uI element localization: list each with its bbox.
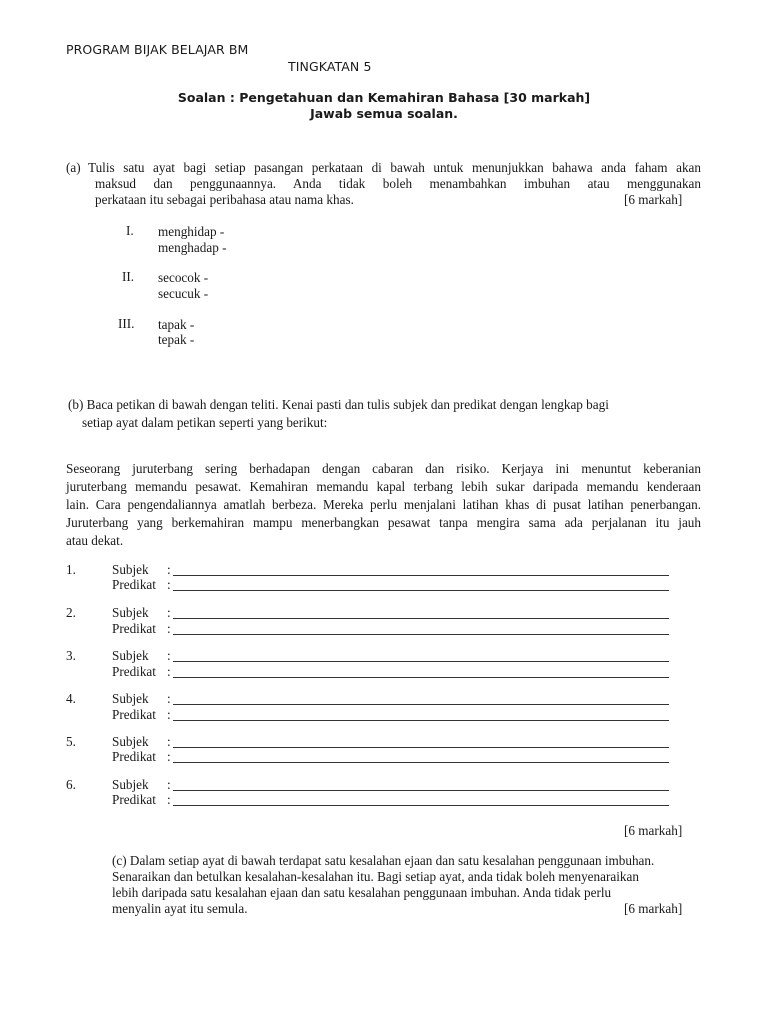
subject-label: Subjek xyxy=(112,562,149,577)
passage-line: Juruterbang yang berkemahiran mampu menerbangkan pesawat tanpa mengira sama ada perjalanan itu jauh xyxy=(66,515,701,530)
answer-line[interactable] xyxy=(173,575,669,576)
answer-line[interactable] xyxy=(173,661,669,662)
answer-line[interactable] xyxy=(173,720,669,721)
predicate-label: Predikat xyxy=(112,664,156,679)
answer-line[interactable] xyxy=(173,790,669,791)
predicate-label: Predikat xyxy=(112,749,156,764)
part-b-line-1: (b) Baca petikan di bawah dengan teliti. Kenai pasti dan tulis subjek dan predikat dengan lengkap bagi xyxy=(68,397,609,412)
item-word: tapak - xyxy=(158,317,195,332)
answer-number: 2. xyxy=(66,605,76,620)
answer-number: 6. xyxy=(66,777,76,792)
answer-line[interactable] xyxy=(173,618,669,619)
answer-line[interactable] xyxy=(173,805,669,806)
answer-number: 5. xyxy=(66,734,76,749)
item-numeral: I. xyxy=(126,223,134,238)
predicate-label: Predikat xyxy=(112,577,156,592)
part-c-line-1: (c) Dalam setiap ayat di bawah terdapat satu kesalahan ejaan dan satu kesalahan penggunaan imbuhan. xyxy=(112,853,655,868)
part-b-marks: [6 markah] xyxy=(624,823,683,838)
passage-line: Seseorang juruterbang sering berhadapan dengan cabaran dan risiko. Kerjaya ini menuntut keberanian xyxy=(66,461,701,476)
part-a-line-1: Tulis satu ayat bagi setiap pasangan perkataan di bawah untuk menunjukkan bahawa anda faham akan xyxy=(88,160,701,175)
colon: : xyxy=(167,777,171,792)
colon: : xyxy=(167,577,171,592)
passage-line: juruterbang memandu pesawat. Kemahiran memandu kapal terbang lebih sukar daripada memandu kenderaan xyxy=(66,479,701,494)
subject-label: Subjek xyxy=(112,691,149,706)
answer-line[interactable] xyxy=(173,762,669,763)
colon: : xyxy=(167,734,171,749)
subject-label: Subjek xyxy=(112,777,149,792)
program-heading: PROGRAM BIJAK BELAJAR BM xyxy=(66,42,249,57)
part-c-line-2: Senaraikan dan betulkan kesalahan-kesalahan itu. Bagi setiap ayat, anda tidak boleh menyenaraikan xyxy=(112,869,639,884)
passage-line: atau dekat. xyxy=(66,533,124,548)
item-numeral: III. xyxy=(118,316,135,331)
answer-line[interactable] xyxy=(173,677,669,678)
section-title: Soalan : Pengetahuan dan Kemahiran Bahasa [30 markah] xyxy=(177,90,591,105)
level-heading: TINGKATAN 5 xyxy=(288,59,372,74)
item-word: menghadap - xyxy=(158,240,227,255)
answer-line[interactable] xyxy=(173,704,669,705)
answer-line[interactable] xyxy=(173,590,669,591)
item-word: secocok - xyxy=(158,270,209,285)
part-a-line-3: perkataan itu sebagai peribahasa atau nama khas. xyxy=(95,192,354,207)
colon: : xyxy=(167,605,171,620)
item-word: menghidap - xyxy=(158,224,225,239)
subject-label: Subjek xyxy=(112,605,149,620)
part-a-line-2: maksud dan penggunaannya. Anda tidak boleh menambahkan imbuhan atau menggunakan xyxy=(95,176,701,191)
passage-line: lain. Cara pengendaliannya amatlah berbeza. Mereka perlu menjalani latihan khas di pusat latihan penerbangan. xyxy=(66,497,701,512)
colon: : xyxy=(167,749,171,764)
answer-number: 1. xyxy=(66,562,76,577)
answer-line[interactable] xyxy=(173,634,669,635)
colon: : xyxy=(167,792,171,807)
answer-number: 3. xyxy=(66,648,76,663)
answer-number: 4. xyxy=(66,691,76,706)
predicate-label: Predikat xyxy=(112,621,156,636)
part-b-line-2: setiap ayat dalam petikan seperti yang berikut: xyxy=(82,415,328,430)
part-c-marks: [6 markah] xyxy=(624,901,683,916)
item-word: secucuk - xyxy=(158,286,209,301)
colon: : xyxy=(167,691,171,706)
colon: : xyxy=(167,664,171,679)
colon: : xyxy=(167,562,171,577)
colon: : xyxy=(167,648,171,663)
part-a-label: (a) xyxy=(66,160,81,175)
predicate-label: Predikat xyxy=(112,792,156,807)
part-c-line-3: lebih daripada satu kesalahan ejaan dan satu kesalahan penggunaan imbuhan. Anda tidak perlu xyxy=(112,885,612,900)
subject-label: Subjek xyxy=(112,734,149,749)
part-c-line-4: menyalin ayat itu semula. xyxy=(112,901,248,916)
answer-line[interactable] xyxy=(173,747,669,748)
subject-label: Subjek xyxy=(112,648,149,663)
part-a-marks: [6 markah] xyxy=(624,192,683,207)
section-instruction: Jawab semua soalan. xyxy=(310,106,458,121)
colon: : xyxy=(167,707,171,722)
item-word: tepak - xyxy=(158,332,195,347)
colon: : xyxy=(167,621,171,636)
predicate-label: Predikat xyxy=(112,707,156,722)
item-numeral: II. xyxy=(122,269,135,284)
